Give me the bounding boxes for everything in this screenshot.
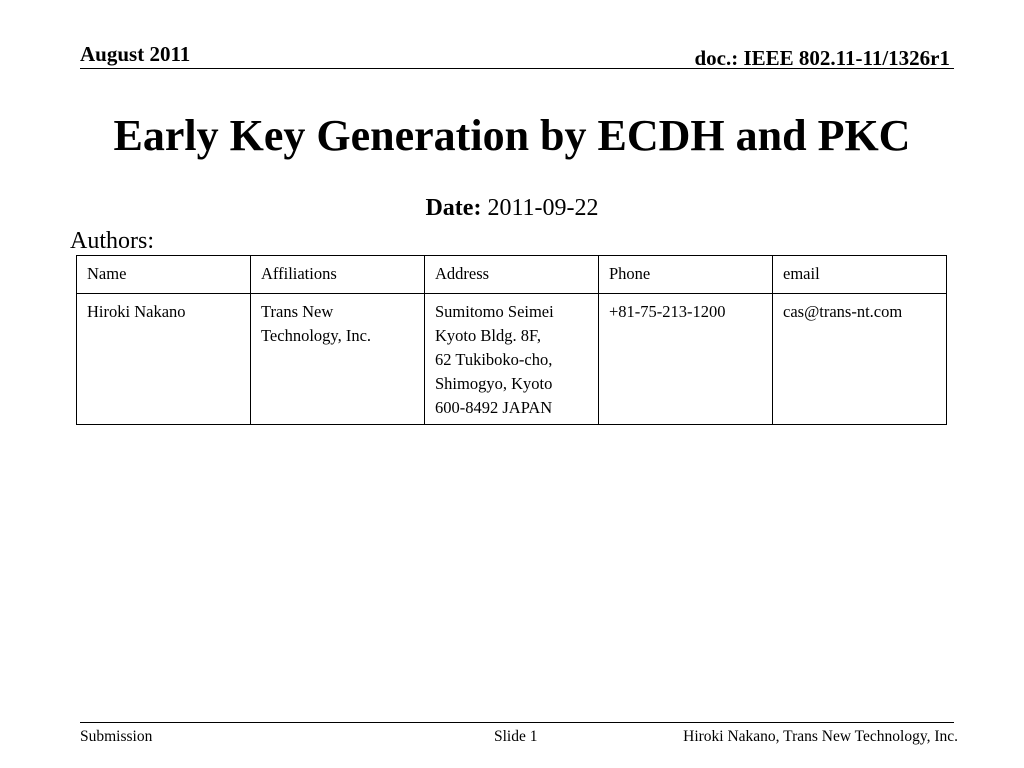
footer-submission: Submission <box>80 728 153 745</box>
footer-author: Hiroki Nakano, Trans New Technology, Inc. <box>683 728 958 745</box>
table-row <box>77 294 947 425</box>
authors-table <box>76 255 947 425</box>
table-header-row <box>77 256 947 294</box>
slide-title: Early Key Generation by ECDH and PKC <box>113 111 911 160</box>
affiliation-line: Technology, Inc. <box>261 326 372 345</box>
footer-rule <box>80 722 954 723</box>
address-line: Sumitomo Seimei <box>435 302 554 321</box>
affiliation-line: Trans New <box>261 302 334 321</box>
header-email: email <box>773 256 947 294</box>
header-doc-id: doc.: IEEE 802.11-11/1326r1 <box>694 46 950 70</box>
date-label: Date: <box>425 195 482 221</box>
date-value: 2011-09-22 <box>487 195 599 221</box>
address-line: Shimogyo, Kyoto <box>435 374 553 393</box>
header-rule <box>80 68 954 69</box>
header-name: Name <box>77 256 251 294</box>
authors-label: Authors: <box>70 228 154 254</box>
cell-phone: +81-75-213-1200 <box>599 294 773 425</box>
address-line: 600-8492 JAPAN <box>435 398 553 417</box>
header-address: Address <box>425 256 599 294</box>
header-date: August 2011 <box>80 42 191 66</box>
header-phone: Phone <box>599 256 773 294</box>
date-line <box>0 195 1024 222</box>
address-line: 62 Tukiboko-cho, <box>435 350 553 369</box>
cell-name: Hiroki Nakano <box>77 294 251 425</box>
cell-affiliations <box>251 294 425 425</box>
header-affiliations: Affiliations <box>251 256 425 294</box>
cell-email: cas@trans-nt.com <box>773 294 947 425</box>
cell-address <box>425 294 599 425</box>
footer-slide-number: Slide 1 <box>494 728 538 745</box>
address-line: Kyoto Bldg. 8F, <box>435 326 541 345</box>
